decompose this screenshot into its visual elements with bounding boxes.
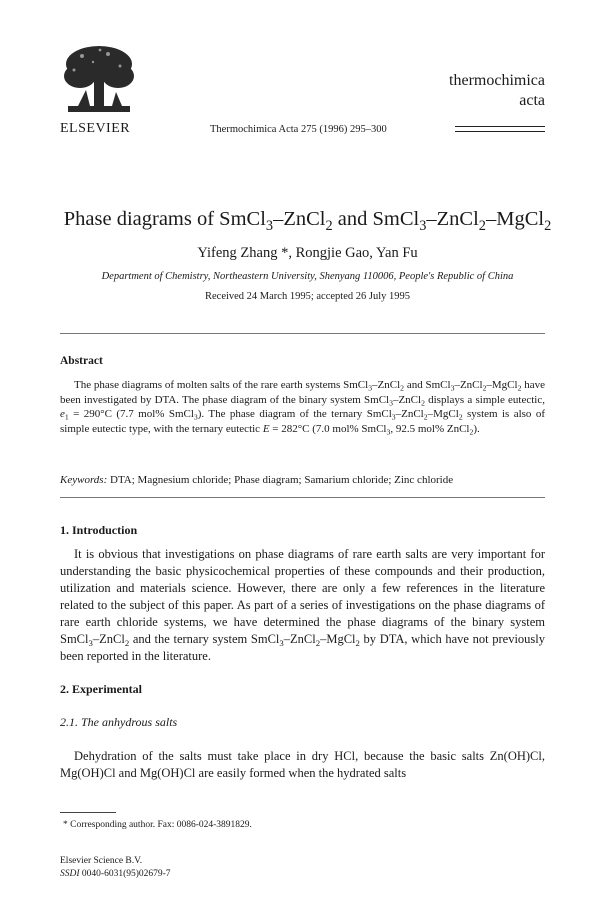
divider [60,497,545,498]
journal-reference: Thermochimica Acta 275 (1996) 295–300 [210,124,387,135]
brand-double-rule [455,126,545,132]
subsection-heading-anhydrous-salts: 2.1. The anhydrous salts [60,715,178,729]
experimental-paragraph: Dehydration of the salts must take place in dry HCl, because the basic salts Zn(OH)Cl, Mg(OH)Cl and Mg(OH)Cl are easily formed when the hydrated salts [60,749,545,780]
keywords-list: DTA; Magnesium chloride; Phase diagram; Samarium chloride; Zinc chloride [110,474,454,486]
keywords-label: Keywords: [60,474,108,486]
ssdi-value: 0040-6031(95)02679-7 [79,868,171,879]
title-sub: 2 [478,218,486,235]
title-sub: 3 [419,218,427,235]
title-text: and SmCl [332,208,420,230]
affiliation: Department of Chemistry, Northeastern University, Shenyang 110006, People's Republic of China [101,271,514,282]
title-sub: 3 [265,218,274,235]
abstract-text: The phase diagrams of molten salts of the rare earth systems SmCl$_3$–ZnCl$_2$ and SmCl$_3$–ZnCl$_2$–MgCl$_2$ have been investigated by DTA. The phase diagram of the binary system SmCl$_3$–ZnCl$_2$ displays a simple eutectic, $e_1 = 290^\circ C$ (7.7 mol% SmCl$_3$). The phase diagram of the ternary SmCl$_3$–ZnCl$_2$–MgCl$_2$ system is also of simple eutectic type, with the ternary eutectic E = 282°C (7.0 mol% SmCl$_3$, 92.5 mol% ZnCl$_2$). [60,379,546,437]
keywords [60,474,545,486]
journal-brand-line2: acta [519,92,545,109]
title-text: –ZnCl [273,208,326,230]
authors: Yifeng Zhang *, Rongjie Gao, Yan Fu [197,245,418,261]
ssdi-label: SSDI [60,868,80,879]
publisher-footer [60,855,171,880]
corresponding-author-footnote: * Corresponding author. Fax: 0086-024-3891829. [63,820,252,830]
footer-ssdi [60,868,171,881]
abstract-heading: Abstract [60,355,103,367]
journal-brand [449,71,545,111]
introduction-paragraph: It is obvious that investigations on phase diagrams of rare earth salts are very important for understanding the basic physicochemical properties of these compounds and their production, utilization and materials science. However, there are only a few references in the literature related to the subject of this paper. As part of a series of investigations on the phase diagrams of rare earth chloride systems, we have determined the phase diagrams of the binary system SmCl$_3$–ZnCl$_2$ and the ternary system SmCl$_3$–ZnCl$_2$–MgCl$_2$ by DTA, which have not previously been reported in the literature. [60,547,546,663]
title-sub: 2 [544,218,552,235]
journal-brand-line1: thermochimica [449,72,545,89]
title-text: –MgCl [485,208,545,230]
article-title [0,208,615,235]
footnote-rule [60,812,116,813]
footer-publisher: Elsevier Science B.V. [60,856,143,866]
elsevier-tree-logo [60,42,138,120]
divider [60,333,545,334]
title-text: Phase diagrams of SmCl [63,208,266,230]
section-heading-experimental: 2. Experimental [60,682,142,696]
publisher-name: ELSEVIER [60,121,131,136]
title-text: –ZnCl [426,208,479,230]
received-dates: Received 24 March 1995; accepted 26 July 1995 [205,291,410,302]
title-sub: 2 [325,218,333,235]
section-heading-introduction: 1. Introduction [60,523,138,537]
